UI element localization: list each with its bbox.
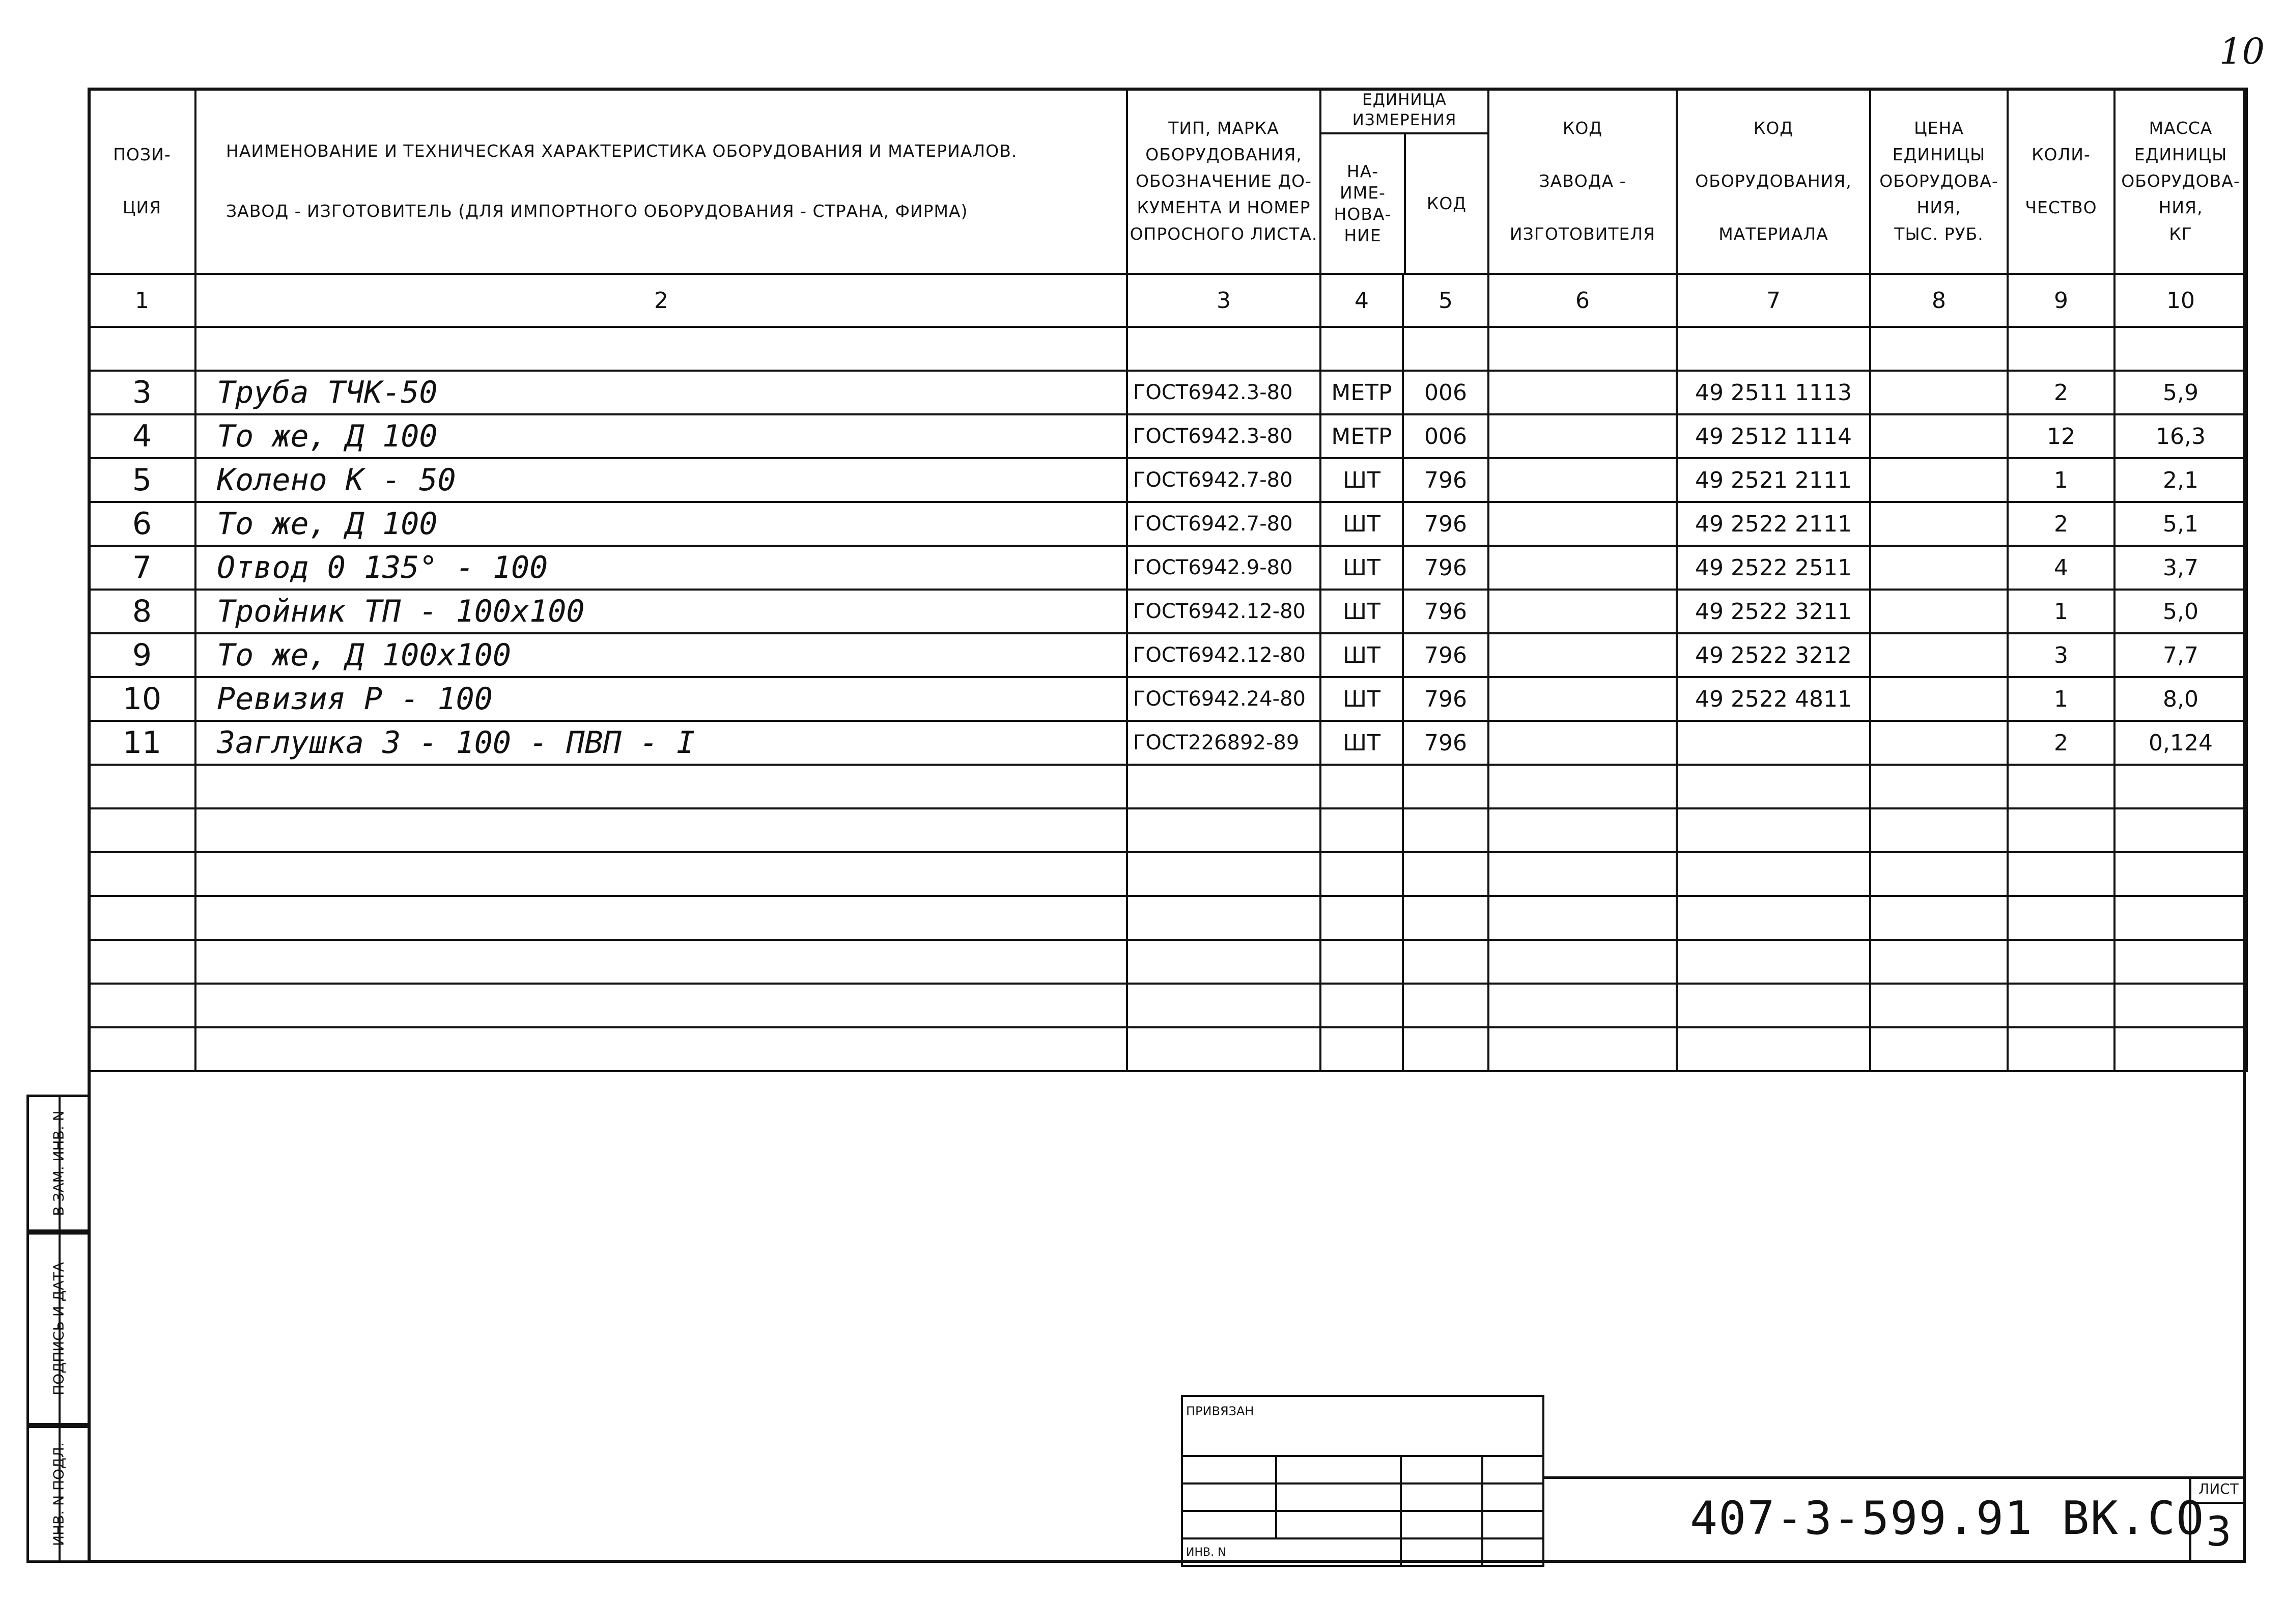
- cell-factory-code: [1488, 721, 1677, 765]
- cell-name: [195, 327, 1127, 371]
- cell-material-code: 49 2521 2111: [1677, 458, 1870, 502]
- cell-doc: ГОСТ6942.12-80: [1127, 590, 1320, 633]
- cell-unit: ШТ: [1320, 677, 1403, 721]
- cell-price: [1870, 590, 2008, 633]
- sheet-box: [2189, 1476, 2246, 1563]
- column-number: 8: [1870, 274, 2008, 327]
- cell-factory-code: [1488, 327, 1677, 371]
- column-number: 1: [89, 274, 195, 327]
- cell-material-code: [1677, 765, 1870, 808]
- cell-pos: 3: [89, 371, 195, 414]
- cell-factory-code: [1488, 414, 1677, 458]
- cell-mass: 2,1: [2114, 458, 2247, 502]
- cell-qty: [2008, 765, 2114, 808]
- cell-mass: 5,9: [2114, 371, 2247, 414]
- cell-name: Тройник ТП - 100х100: [195, 590, 1127, 633]
- cell-price: [1870, 940, 2008, 984]
- cell-pos: 9: [89, 633, 195, 677]
- side-field-replacement: [26, 1095, 88, 1232]
- cell-name: [195, 852, 1127, 896]
- cell-price: [1870, 677, 2008, 721]
- cell-mass: [2114, 940, 2247, 984]
- cell-pos: [89, 327, 195, 371]
- cell-name: [195, 984, 1127, 1027]
- cell-material-code: [1677, 1027, 1870, 1071]
- cell-price: [1870, 502, 2008, 546]
- table-row: [89, 765, 2247, 808]
- cell-name: Труба ТЧК-50: [195, 371, 1127, 414]
- table-row: [89, 502, 2247, 546]
- side-label-signature: ПОДПИСЬ И ДАТА: [50, 1262, 67, 1395]
- cell-mass: [2114, 1027, 2247, 1071]
- sheet-number: 3: [2206, 1508, 2232, 1555]
- cell-unit-code: 796: [1403, 458, 1488, 502]
- cell-unit: ШТ: [1320, 458, 1403, 502]
- cell-name: Заглушка З - 100 - ПВП - I: [195, 721, 1127, 765]
- cell-material-code: [1677, 940, 1870, 984]
- cell-qty: [2008, 808, 2114, 852]
- cell-unit-code: [1403, 327, 1488, 371]
- cell-material-code: 49 2522 2511: [1677, 546, 1870, 590]
- cell-mass: 5,0: [2114, 590, 2247, 633]
- cell-unit-code: 796: [1403, 546, 1488, 590]
- cell-doc: [1127, 984, 1320, 1027]
- header-unit: ЕДИНИЦА ИЗМЕРЕНИЯ НА- ИМЕ- НОВА- НИЕ КОД: [1320, 89, 1488, 274]
- column-number: 4: [1320, 274, 1403, 327]
- table-row: [89, 984, 2247, 1027]
- cell-factory-code: [1488, 371, 1677, 414]
- cell-pos: [89, 852, 195, 896]
- cell-qty: 2: [2008, 502, 2114, 546]
- cell-unit: [1320, 765, 1403, 808]
- cell-unit-code: [1403, 984, 1488, 1027]
- cell-unit: ШТ: [1320, 633, 1403, 677]
- cell-name: [195, 808, 1127, 852]
- cell-price: [1870, 414, 2008, 458]
- stamp-inv: ИНВ. N: [1182, 1538, 1401, 1566]
- specification-table: [88, 88, 2248, 1072]
- column-number: 6: [1488, 274, 1677, 327]
- cell-qty: 2: [2008, 721, 2114, 765]
- cell-doc: ГОСТ6942.3-80: [1127, 371, 1320, 414]
- cell-pos: 5: [89, 458, 195, 502]
- cell-mass: 5,1: [2114, 502, 2247, 546]
- cell-qty: [2008, 327, 2114, 371]
- table-row: [89, 940, 2247, 984]
- cell-mass: [2114, 896, 2247, 940]
- table-row: [89, 414, 2247, 458]
- table-header-row: [89, 89, 2247, 274]
- cell-price: [1870, 546, 2008, 590]
- cell-factory-code: [1488, 458, 1677, 502]
- cell-pos: [89, 1027, 195, 1071]
- cell-material-code: [1677, 327, 1870, 371]
- cell-material-code: [1677, 984, 1870, 1027]
- header-factory-code: КОД ЗАВОДА - ИЗГОТОВИТЕЛЯ: [1488, 89, 1677, 274]
- cell-name: [195, 765, 1127, 808]
- cell-factory-code: [1488, 765, 1677, 808]
- cell-qty: 4: [2008, 546, 2114, 590]
- cell-unit-code: 006: [1403, 414, 1488, 458]
- cell-material-code: 49 2522 2111: [1677, 502, 1870, 546]
- cell-doc: ГОСТ6942.9-80: [1127, 546, 1320, 590]
- cell-unit-code: [1403, 1027, 1488, 1071]
- cell-pos: 8: [89, 590, 195, 633]
- document-code: 407-3-599.91 ВК.СО: [1690, 1492, 2205, 1545]
- cell-factory-code: [1488, 940, 1677, 984]
- cell-doc: [1127, 896, 1320, 940]
- cell-pos: [89, 896, 195, 940]
- cell-qty: 1: [2008, 458, 2114, 502]
- cell-pos: [89, 940, 195, 984]
- table-row: [89, 852, 2247, 896]
- cell-unit-code: [1403, 808, 1488, 852]
- cell-mass: [2114, 984, 2247, 1027]
- cell-unit: [1320, 327, 1403, 371]
- cell-unit: ШТ: [1320, 502, 1403, 546]
- cell-qty: [2008, 896, 2114, 940]
- column-number-row: [89, 274, 2247, 327]
- column-number: 2: [195, 274, 1127, 327]
- cell-factory-code: [1488, 590, 1677, 633]
- table-row: [89, 1027, 2247, 1071]
- cell-unit-code: [1403, 852, 1488, 896]
- cell-mass: [2114, 327, 2247, 371]
- cell-unit-code: [1403, 896, 1488, 940]
- cell-unit: МЕТР: [1320, 414, 1403, 458]
- cell-qty: 2: [2008, 371, 2114, 414]
- column-number: 3: [1127, 274, 1320, 327]
- table-row: [89, 808, 2247, 852]
- cell-doc: [1127, 808, 1320, 852]
- cell-unit-code: 796: [1403, 590, 1488, 633]
- cell-factory-code: [1488, 808, 1677, 852]
- cell-name: То же, Д 100: [195, 502, 1127, 546]
- cell-pos: 4: [89, 414, 195, 458]
- cell-unit: [1320, 852, 1403, 896]
- cell-doc: [1127, 852, 1320, 896]
- table-row: [89, 633, 2247, 677]
- side-label-original: ИНВ. N ПОДЛ.: [50, 1442, 67, 1546]
- table-row: [89, 677, 2247, 721]
- cell-qty: 12: [2008, 414, 2114, 458]
- cell-material-code: 49 2522 3212: [1677, 633, 1870, 677]
- cell-pos: 10: [89, 677, 195, 721]
- specification-body: [89, 327, 2247, 1071]
- cell-qty: 3: [2008, 633, 2114, 677]
- cell-qty: 1: [2008, 677, 2114, 721]
- cell-qty: [2008, 1027, 2114, 1071]
- cell-price: [1870, 371, 2008, 414]
- cell-material-code: 49 2512 1114: [1677, 414, 1870, 458]
- header-name: НАИМЕНОВАНИЕ И ТЕХНИЧЕСКАЯ ХАРАКТЕРИСТИКА ОБОРУДОВАНИЯ И МАТЕРИАЛОВ. ЗАВОД - ИЗГОТОВИТЕЛЬ (ДЛЯ ИМПОРТНОГО ОБОРУДОВАНИЯ - СТРАНА, ФИРМА): [195, 89, 1127, 274]
- cell-factory-code: [1488, 984, 1677, 1027]
- cell-qty: 1: [2008, 590, 2114, 633]
- table-row: [89, 327, 2247, 371]
- cell-unit-code: 006: [1403, 371, 1488, 414]
- cell-unit-code: 796: [1403, 677, 1488, 721]
- cell-unit: [1320, 984, 1403, 1027]
- table-row: [89, 371, 2247, 414]
- cell-unit: [1320, 1027, 1403, 1071]
- cell-unit-code: [1403, 765, 1488, 808]
- cell-doc: [1127, 940, 1320, 984]
- cell-factory-code: [1488, 677, 1677, 721]
- cell-doc: ГОСТ226892-89: [1127, 721, 1320, 765]
- cell-pos: [89, 984, 195, 1027]
- header-position: ПОЗИ- ЦИЯ: [89, 89, 195, 274]
- side-field-signature: [26, 1232, 88, 1425]
- column-number: 5: [1403, 274, 1488, 327]
- cell-material-code: 49 2522 3211: [1677, 590, 1870, 633]
- cell-doc: ГОСТ6942.3-80: [1127, 414, 1320, 458]
- cell-factory-code: [1488, 852, 1677, 896]
- page-corner-number: 10: [2219, 31, 2265, 72]
- cell-factory-code: [1488, 502, 1677, 546]
- cell-pos: [89, 808, 195, 852]
- cell-name: [195, 940, 1127, 984]
- column-number: 7: [1677, 274, 1870, 327]
- cell-name: Отвод 0 135° - 100: [195, 546, 1127, 590]
- header-mass: МАССА ЕДИНИЦЫ ОБОРУДОВА- НИЯ, КГ: [2114, 89, 2247, 274]
- cell-factory-code: [1488, 896, 1677, 940]
- cell-name: Колено К - 50: [195, 458, 1127, 502]
- cell-unit-code: 796: [1403, 633, 1488, 677]
- table-row: [89, 721, 2247, 765]
- cell-name: То же, Д 100: [195, 414, 1127, 458]
- table-row: [89, 590, 2247, 633]
- cell-mass: 8,0: [2114, 677, 2247, 721]
- side-field-original: [26, 1425, 88, 1563]
- cell-material-code: 49 2522 4811: [1677, 677, 1870, 721]
- side-label-replacement: В ЗАМ. ИНВ. N: [50, 1110, 67, 1216]
- cell-mass: [2114, 852, 2247, 896]
- cell-unit: ШТ: [1320, 590, 1403, 633]
- title-block-divider: [1542, 1476, 2246, 1479]
- cell-name: [195, 896, 1127, 940]
- cell-price: [1870, 327, 2008, 371]
- header-unit-code: КОД: [1426, 193, 1467, 213]
- cell-price: [1870, 896, 2008, 940]
- cell-material-code: [1677, 808, 1870, 852]
- cell-unit-code: 796: [1403, 502, 1488, 546]
- cell-unit: МЕТР: [1320, 371, 1403, 414]
- cell-factory-code: [1488, 633, 1677, 677]
- cell-material-code: [1677, 721, 1870, 765]
- cell-material-code: [1677, 852, 1870, 896]
- header-doc: ТИП, МАРКА ОБОРУДОВАНИЯ, ОБОЗНАЧЕНИЕ ДО- КУМЕНТА И НОМЕР ОПРОСНОГО ЛИСТА.: [1127, 89, 1320, 274]
- table-row: [89, 546, 2247, 590]
- column-number: 9: [2008, 274, 2114, 327]
- cell-material-code: [1677, 896, 1870, 940]
- cell-doc: [1127, 327, 1320, 371]
- cell-name: [195, 1027, 1127, 1071]
- cell-price: [1870, 458, 2008, 502]
- cell-doc: ГОСТ6942.24-80: [1127, 677, 1320, 721]
- binding-stamp: [1181, 1395, 1544, 1567]
- column-number: 10: [2114, 274, 2247, 327]
- cell-unit-code: 796: [1403, 721, 1488, 765]
- cell-doc: ГОСТ6942.7-80: [1127, 502, 1320, 546]
- table-row: [89, 458, 2247, 502]
- cell-factory-code: [1488, 1027, 1677, 1071]
- cell-mass: 7,7: [2114, 633, 2247, 677]
- cell-unit: [1320, 896, 1403, 940]
- cell-factory-code: [1488, 546, 1677, 590]
- cell-doc: [1127, 765, 1320, 808]
- cell-doc: ГОСТ6942.12-80: [1127, 633, 1320, 677]
- cell-material-code: 49 2511 1113: [1677, 371, 1870, 414]
- header-unit-name: НА- ИМЕ- НОВА- НИЕ: [1321, 134, 1406, 273]
- cell-qty: [2008, 940, 2114, 984]
- cell-price: [1870, 721, 2008, 765]
- cell-pos: 6: [89, 502, 195, 546]
- sheet-label: ЛИСТ: [2191, 1476, 2246, 1504]
- cell-price: [1870, 633, 2008, 677]
- cell-mass: 16,3: [2114, 414, 2247, 458]
- cell-qty: [2008, 984, 2114, 1027]
- cell-mass: 3,7: [2114, 546, 2247, 590]
- cell-unit: [1320, 940, 1403, 984]
- cell-price: [1870, 1027, 2008, 1071]
- table-row: [89, 896, 2247, 940]
- cell-unit-code: [1403, 940, 1488, 984]
- cell-pos: [89, 765, 195, 808]
- cell-doc: [1127, 1027, 1320, 1071]
- cell-price: [1870, 765, 2008, 808]
- cell-unit: [1320, 808, 1403, 852]
- cell-unit: ШТ: [1320, 546, 1403, 590]
- header-price: ЦЕНА ЕДИНИЦЫ ОБОРУДОВА- НИЯ, ТЫС. РУБ.: [1870, 89, 2008, 274]
- cell-name: То же, Д 100х100: [195, 633, 1127, 677]
- cell-pos: 7: [89, 546, 195, 590]
- cell-unit: ШТ: [1320, 721, 1403, 765]
- cell-mass: [2114, 765, 2247, 808]
- stamp-title: ПРИВЯЗАН: [1182, 1396, 1543, 1456]
- cell-doc: ГОСТ6942.7-80: [1127, 458, 1320, 502]
- cell-price: [1870, 984, 2008, 1027]
- header-material-code: КОД ОБОРУДОВАНИЯ, МАТЕРИАЛА: [1677, 89, 1870, 274]
- cell-qty: [2008, 852, 2114, 896]
- cell-name: Ревизия Р - 100: [195, 677, 1127, 721]
- cell-price: [1870, 852, 2008, 896]
- cell-price: [1870, 808, 2008, 852]
- cell-mass: 0,124: [2114, 721, 2247, 765]
- cell-mass: [2114, 808, 2247, 852]
- header-quantity: КОЛИ- ЧЕСТВО: [2008, 89, 2114, 274]
- cell-pos: 11: [89, 721, 195, 765]
